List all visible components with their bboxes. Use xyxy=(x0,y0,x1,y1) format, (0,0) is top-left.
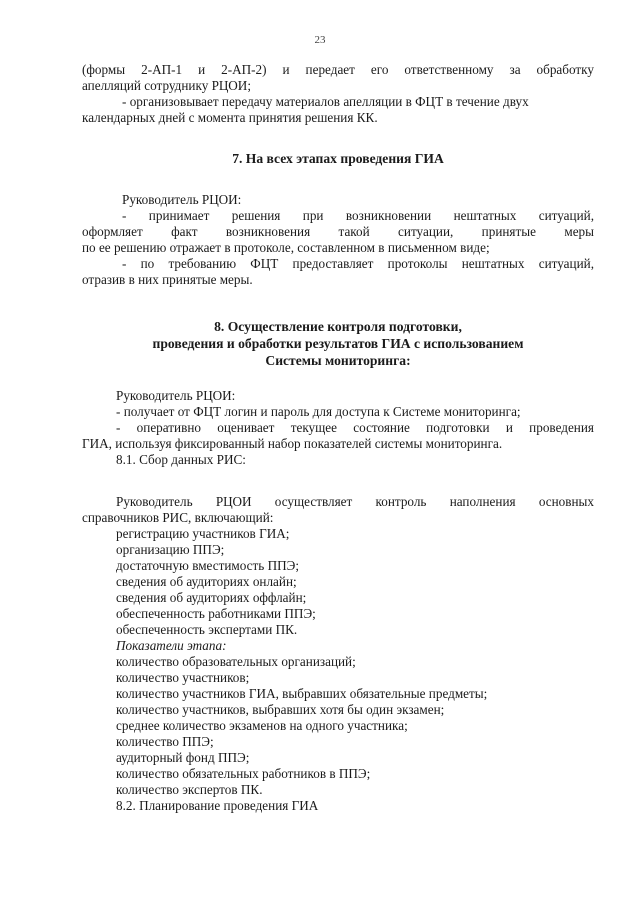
text-line: - организовывает передачу материалов апелляции в ФЦТ в течение двух xyxy=(122,94,529,109)
list-item: аудиторный фонд ППЭ; xyxy=(116,750,250,765)
heading-line: Системы мониторинга: xyxy=(265,353,411,368)
list-item: сведения об аудиториях оффлайн; xyxy=(116,590,307,605)
references-list xyxy=(82,526,594,814)
text-line: Руководитель РЦОИ осуществляет контроль наполнения основных xyxy=(116,494,594,509)
heading-line: 8. Осуществление контроля подготовки, xyxy=(214,319,462,334)
lead-text: Руководитель РЦОИ: xyxy=(122,192,242,207)
text-line: - получает от ФЦТ логин и пароль для доступа к Системе мониторинга; xyxy=(116,404,521,419)
list-item: достаточную вместимость ППЭ; xyxy=(116,558,300,573)
list-item: количество образовательных организаций; xyxy=(116,654,356,669)
text-line: - по требованию ФЦТ предоставляет протоколы нештатных ситуаций, xyxy=(122,256,594,271)
list-item: сведения об аудиториях онлайн; xyxy=(116,574,297,589)
section-8-heading xyxy=(82,318,594,369)
text-line: - принимает решения при возникновении нештатных ситуаций, xyxy=(122,208,594,223)
list-item: количество участников; xyxy=(116,670,250,685)
list-item: организацию ППЭ; xyxy=(116,542,225,557)
top-paragraph xyxy=(82,62,594,126)
indicators-label: Показатели этапа: xyxy=(116,638,227,653)
text-line: - оперативно оценивает текущее состояние подготовки и проведения xyxy=(116,420,594,435)
list-item: среднее количество экзаменов на одного участника; xyxy=(116,718,408,733)
section-7-body xyxy=(82,192,594,288)
list-item: обеспеченность экспертами ПК. xyxy=(116,622,298,637)
control-paragraph xyxy=(82,494,594,526)
subsection-8-1: 8.1. Сбор данных РИС: xyxy=(116,452,246,467)
text-line: отразив в них принятые меры. xyxy=(82,272,253,287)
list-item: количество обязательных работников в ППЭ; xyxy=(116,766,371,781)
heading-line: проведения и обработки результатов ГИА с использованием xyxy=(152,336,524,351)
text-line: справочников РИС, включающий: xyxy=(82,510,274,525)
text-line: оформляет факт возникновения такой ситуации, принятые меры xyxy=(82,224,594,239)
text-line: ГИА, используя фиксированный набор показателей системы мониторинга. xyxy=(82,436,503,451)
list-item: количество участников ГИА, выбравших обязательные предметы; xyxy=(116,686,488,701)
page-number: 23 xyxy=(314,34,326,46)
list-item: регистрацию участников ГИА; xyxy=(116,526,290,541)
list-item: количество экспертов ПК. xyxy=(116,782,263,797)
text-line: по ее решению отражает в протоколе, составленном в письменном виде; xyxy=(82,240,490,255)
list-item: количество участников, выбравших хотя бы один экзамен; xyxy=(116,702,445,717)
text-line: апелляций сотруднику РЦОИ; xyxy=(82,78,251,93)
text-line: календарных дней с момента принятия решения КК. xyxy=(82,110,378,125)
list-item: обеспеченность работниками ППЭ; xyxy=(116,606,316,621)
subsection-8-2: 8.2. Планирование проведения ГИА xyxy=(116,798,319,813)
text-line: (формы 2-АП-1 и 2-АП-2) и передает его ответственному за обработку xyxy=(82,62,594,77)
section-7-heading: 7. На всех этапах проведения ГИА xyxy=(232,151,444,166)
lead-text: Руководитель РЦОИ: xyxy=(116,388,236,403)
section-8-body xyxy=(82,388,594,468)
list-item: количество ППЭ; xyxy=(116,734,214,749)
